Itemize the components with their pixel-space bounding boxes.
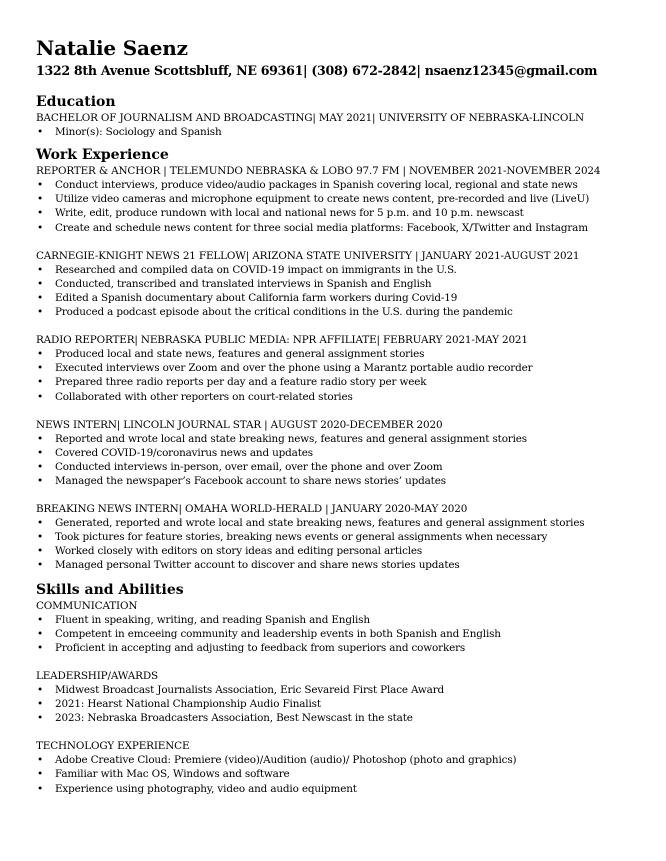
bullet-text: Generated, reported and wrote local and state breaking news, features and general assignment stories (55, 517, 585, 530)
bullet-icon: • (37, 390, 43, 403)
bullet-icon: • (37, 627, 43, 640)
job-heading: NEWS INTERN| LINCOLN JOURNAL STAR | AUGUST 2020-DECEMBER 2020 (36, 418, 443, 431)
job-entry (36, 333, 636, 403)
list-item (36, 544, 636, 558)
bullet-text: Conducted, transcribed and translated interviews in Spanish and English (55, 277, 432, 290)
job-entry (36, 418, 636, 488)
list-item (36, 753, 636, 767)
list-item (36, 767, 636, 781)
list-item (36, 432, 636, 446)
bullet-icon: • (37, 362, 43, 375)
list-item (36, 641, 636, 655)
contact-info: 1322 8th Avenue Scottsbluff, NE 69361| (308) 672-2842| nsaenz12345@gmail.com (36, 63, 598, 78)
skill-bullets (36, 613, 636, 655)
bullet-text: Produced a podcast episode about the critical conditions in the U.S. during the pandemic (55, 306, 513, 319)
job-entry (36, 164, 636, 234)
job-bullets (36, 263, 636, 319)
bullet-icon: • (37, 291, 43, 304)
bullet-text: Proficient in accepting and adjusting to feedback from superiors and coworkers (55, 641, 466, 654)
list-item (36, 697, 636, 711)
bullet-text: Took pictures for feature stories, breaking news events or general assignments when necessary (55, 531, 548, 544)
job-bullets (36, 432, 636, 488)
candidate-name: Natalie Saenz (36, 36, 188, 60)
bullet-text: Conduct interviews, produce video/audio packages in Spanish covering local, regional and state news (55, 179, 578, 192)
list-item (36, 683, 636, 697)
list-item (36, 178, 636, 192)
bullet-icon: • (37, 179, 43, 192)
bullet-icon: • (37, 432, 43, 445)
skill-group-heading: TECHNOLOGY EXPERIENCE (36, 740, 190, 753)
list-item (36, 291, 636, 305)
work-experience-heading: Work Experience (36, 147, 169, 164)
bullet-text: Conducted interviews in-person, over email, over the phone and over Zoom (55, 460, 443, 473)
bullet-text: Utilize video cameras and microphone equipment to create news content, pre-recorded and live (LiveU) (55, 193, 590, 206)
list-item (36, 627, 636, 641)
bullet-icon: • (37, 698, 43, 711)
job-entry (36, 249, 636, 319)
job-heading: REPORTER & ANCHOR | TELEMUNDO NEBRASKA & LOBO 97.7 FM | NOVEMBER 2021-NOVEMBER 2024 (36, 165, 601, 178)
bullet-icon: • (37, 263, 43, 276)
bullet-icon: • (37, 531, 43, 544)
bullet-icon: • (37, 613, 43, 626)
list-item (36, 125, 636, 139)
list-item (36, 474, 636, 488)
degree-line: BACHELOR OF JOURNALISM AND BROADCASTING| MAY 2021| UNIVERSITY OF NEBRASKA-LINCOLN (36, 112, 584, 124)
list-item (36, 347, 636, 361)
bullet-icon: • (37, 207, 43, 220)
bullet-text: Minor(s): Sociology and Spanish (55, 126, 222, 139)
list-item (36, 390, 636, 404)
bullet-icon: • (37, 376, 43, 389)
bullet-text: Prepared three radio reports per day and a feature radio story per week (55, 376, 427, 389)
bullet-text: Fluent in speaking, writing, and reading Spanish and English (55, 613, 370, 626)
list-item (36, 711, 636, 725)
job-entry (36, 502, 636, 572)
bullet-icon: • (37, 684, 43, 696)
list-item (36, 460, 636, 474)
job-heading: CARNEGIE-KNIGHT NEWS 21 FELLOW| ARIZONA STATE UNIVERSITY | JANUARY 2021-AUGUST 2021 (36, 249, 580, 262)
bullet-icon: • (37, 641, 43, 654)
list-item (36, 221, 636, 235)
bullet-icon: • (37, 460, 43, 473)
bullet-text: Adobe Creative Cloud: Premiere (video)/Audition (audio)/ Photoshop (photo and graphics) (55, 754, 517, 767)
bullet-icon: • (37, 559, 43, 572)
bullet-icon: • (37, 474, 43, 487)
bullet-text: Edited a Spanish documentary about California farm workers during Covid-19 (55, 291, 458, 304)
bullet-text: Create and schedule news content for three social media platforms: Facebook, X/Twitter and Instagram (55, 221, 588, 234)
bullet-icon: • (37, 277, 43, 290)
bullet-text: Managed the newspaper’s Facebook account to share news stories’ updates (55, 474, 446, 487)
skill-group (36, 739, 636, 795)
bullet-icon: • (37, 517, 43, 530)
skills-heading: Skills and Abilities (36, 581, 184, 598)
job-heading: BREAKING NEWS INTERN| OMAHA WORLD-HERALD | JANUARY 2020-MAY 2020 (36, 503, 468, 516)
bullet-text: Researched and compiled data on COVID-19 impact on immigrants in the U.S. (55, 263, 457, 276)
bullet-icon: • (37, 712, 43, 725)
bullet-text: 2021: Hearst National Championship Audio Finalist (55, 698, 321, 711)
bullet-icon: • (37, 545, 43, 558)
bullet-text: Managed personal Twitter account to discover and share news stories updates (55, 559, 460, 572)
bullet-icon: • (37, 306, 43, 319)
bullet-text: Covered COVID-19/coronavirus news and updates (55, 446, 313, 459)
list-item (36, 375, 636, 389)
bullet-text: 2023: Nebraska Broadcasters Association, Best Newscast in the state (55, 712, 413, 725)
list-item (36, 446, 636, 460)
bullet-text: Collaborated with other reporters on court-related stories (55, 390, 353, 403)
bullet-text: Reported and wrote local and state breaking news, features and general assignment stories (55, 432, 527, 445)
job-heading: RADIO REPORTER| NEBRASKA PUBLIC MEDIA: NPR AFFILIATE| FEBRUARY 2021-MAY 2021 (36, 334, 528, 347)
bullet-text: Midwest Broadcast Journalists Association, Eric Sevareid First Place Award (55, 684, 445, 696)
bullet-text: Executed interviews over Zoom and over the phone using a Marantz portable audio recorder (55, 362, 533, 375)
bullet-icon: • (37, 446, 43, 459)
list-item (36, 530, 636, 544)
education-bullets (36, 125, 636, 139)
bullet-icon: • (37, 348, 43, 361)
resume-page (36, 36, 636, 796)
bullet-icon: • (37, 221, 43, 234)
list-item (36, 782, 636, 796)
bullet-icon: • (37, 126, 43, 139)
bullet-text: Produced local and state news, features and general assignment stories (55, 348, 425, 361)
list-item (36, 516, 636, 530)
list-item (36, 613, 636, 627)
bullet-text: Competent in emceeing community and leadership events in both Spanish and English (55, 627, 501, 640)
bullet-icon: • (37, 754, 43, 767)
skill-group-heading: LEADERSHIP/AWARDS (36, 669, 158, 682)
list-item (36, 192, 636, 206)
bullet-text: Experience using photography, video and audio equipment (55, 782, 357, 795)
skill-bullets (36, 753, 636, 795)
list-item (36, 263, 636, 277)
list-item (36, 361, 636, 375)
bullet-text: Familiar with Mac OS, Windows and software (55, 768, 290, 781)
list-item (36, 558, 636, 572)
list-item (36, 277, 636, 291)
job-bullets (36, 178, 636, 234)
skill-bullets (36, 683, 636, 725)
bullet-icon: • (37, 193, 43, 206)
skill-group (36, 669, 636, 725)
job-bullets (36, 516, 636, 572)
education-heading: Education (36, 94, 116, 110)
bullet-icon: • (37, 768, 43, 781)
job-bullets (36, 347, 636, 403)
bullet-text: Write, edit, produce rundown with local and national news for 5 p.m. and 10 p.m. newscast (55, 207, 524, 220)
bullet-icon: • (37, 782, 43, 795)
skill-group (36, 599, 636, 655)
list-item (36, 305, 636, 319)
skill-group-heading: COMMUNICATION (36, 599, 138, 612)
list-item (36, 206, 636, 220)
bullet-text: Worked closely with editors on story ideas and editing personal articles (55, 545, 423, 558)
